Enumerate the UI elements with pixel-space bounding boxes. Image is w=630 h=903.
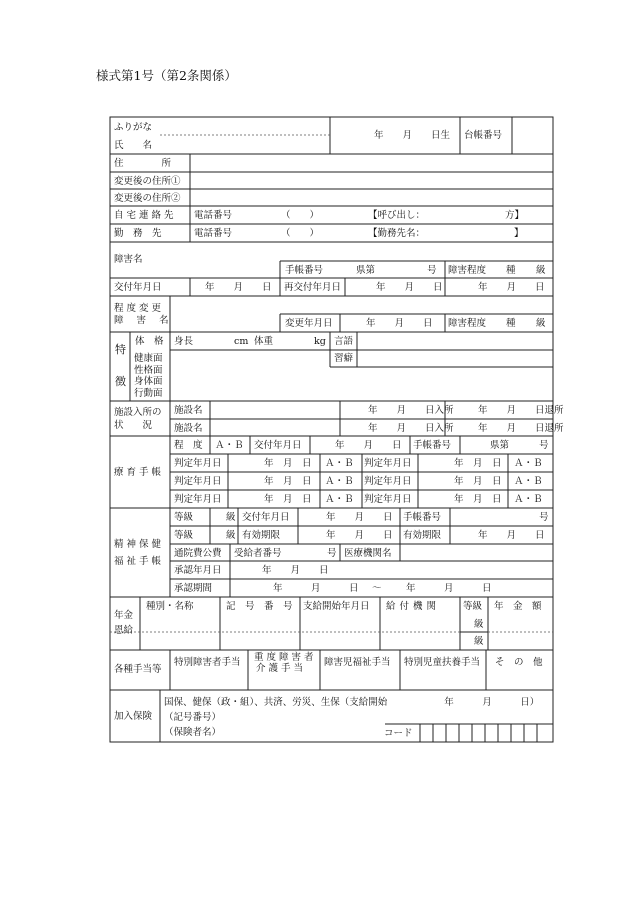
approval-period-from: 年 月 日 bbox=[273, 583, 359, 594]
issue-date-label: 交付年月日 bbox=[114, 282, 162, 293]
pension-col-grade: 等級 bbox=[463, 601, 483, 612]
facility-admit-1: 年 月 日入所 bbox=[368, 405, 454, 416]
habit-label: 習癖 bbox=[334, 353, 354, 364]
reissue-date-label: 再交付年月日 bbox=[284, 282, 342, 293]
pension-col-start: 支給開始年月日 bbox=[303, 601, 370, 612]
ryoiku-issue-value: 年 月 日 bbox=[335, 440, 402, 451]
seishin-techo-label: 手帳番号 bbox=[403, 512, 442, 523]
birthdate-label: 年 月 日生 bbox=[374, 130, 451, 141]
hantei-ab-3b: Ａ・Ｂ bbox=[514, 494, 543, 505]
issue-date-value: 年 月 日 bbox=[205, 282, 272, 293]
seishin-label-2: 福祉手帳 bbox=[114, 556, 165, 567]
techo-number-label: 手帳番号 bbox=[285, 265, 324, 276]
seishin-issue-value: 年 月 日 bbox=[326, 512, 393, 523]
ryoiku-go: 号 bbox=[539, 440, 549, 451]
form-title: 様式第1号（第2条関係） bbox=[96, 68, 237, 83]
physique-label: 体 格 bbox=[135, 336, 164, 347]
degree-shu: 種 bbox=[506, 265, 516, 276]
pension-kyu-2: 級 bbox=[474, 636, 484, 647]
reissue-date-value: 年 月 日 bbox=[376, 282, 443, 293]
facility-leave-2: 年 月 日退所 bbox=[478, 423, 564, 434]
ryoiku-issue-label: 交付年月日 bbox=[254, 440, 302, 451]
call-suffix: 方】 bbox=[505, 210, 525, 221]
language-label: 言語 bbox=[334, 336, 354, 347]
change-degree-label: 障害程度 bbox=[448, 318, 487, 329]
call-label: 【呼び出し： bbox=[368, 210, 426, 221]
hantei-label-1b: 判定年月日 bbox=[364, 458, 412, 469]
approval-period-label: 承認期間 bbox=[174, 583, 213, 594]
ledger-number-label: 台帳番号 bbox=[464, 130, 503, 141]
hantei-label-2b: 判定年月日 bbox=[364, 476, 412, 487]
hantei-label-2: 判定年月日 bbox=[174, 476, 222, 487]
allowance-severe-1: 重度障害者 bbox=[254, 652, 317, 663]
hantei-label-1: 判定年月日 bbox=[174, 458, 222, 469]
allowance-severe-2: 介護手当 bbox=[256, 663, 307, 674]
furigana-label: ふりがな bbox=[114, 122, 153, 133]
valid-label-2: 有効期限 bbox=[403, 530, 442, 541]
grade-label-1: 等級 bbox=[174, 512, 194, 523]
valid-value-1: 年 月 日 bbox=[326, 530, 393, 541]
allowance-label: 各種手当等 bbox=[114, 664, 162, 675]
hantei-value-1: 年 月 日 bbox=[264, 458, 312, 469]
features-label-1: 特 bbox=[115, 343, 126, 356]
aspects-label: 健康面 性格面 身体面 行動面 bbox=[134, 353, 163, 399]
pension-col-agency: 給付機関 bbox=[386, 601, 441, 612]
hantei-value-2: 年 月 日 bbox=[264, 476, 312, 487]
weight-label: 体重 bbox=[254, 336, 274, 347]
work-label: 勤 務 先 bbox=[114, 228, 162, 239]
recipient-number-label: 受給者番号 bbox=[234, 548, 282, 559]
hantei-ab-2b: Ａ・Ｂ bbox=[514, 476, 543, 487]
hospital-label: 医療機関名 bbox=[344, 548, 392, 559]
grade-kyu-1: 級 bbox=[226, 512, 236, 523]
degree-kyu: 級 bbox=[536, 265, 546, 276]
change-degree-shu: 種 bbox=[506, 318, 516, 329]
changed-address-1-label: 変更後の住所① bbox=[114, 176, 181, 187]
allowance-other: そ の 他 bbox=[495, 657, 543, 668]
hantei-ab-1b: Ａ・Ｂ bbox=[514, 458, 543, 469]
hantei-value-1b: 年 月 日 bbox=[454, 458, 502, 469]
valid-label-1: 有効期限 bbox=[242, 530, 281, 541]
grade-kyu-2: 級 bbox=[226, 530, 236, 541]
seishin-issue-label: 交付年月日 bbox=[242, 512, 290, 523]
ryoiku-techo-label: 手帳番号 bbox=[413, 440, 452, 451]
changed-address-2-label: 変更後の住所② bbox=[114, 193, 181, 204]
home-contact-label: 自宅連絡先 bbox=[114, 210, 177, 221]
facility-label-1: 施設入所の bbox=[114, 407, 162, 418]
hantei-ab-2: Ａ・Ｂ bbox=[325, 476, 354, 487]
seishin-label-1: 精神保健 bbox=[114, 539, 165, 550]
degree-label: 障害程度 bbox=[448, 265, 487, 276]
name-label: 氏 名 bbox=[114, 140, 153, 151]
insurance-line-2: （記号番号） bbox=[164, 712, 222, 723]
facility-label-2: 状 況 bbox=[114, 420, 153, 431]
change-label-2: 障害名 bbox=[114, 315, 182, 326]
ryoiku-label: 療育手帳 bbox=[114, 467, 165, 478]
workplace-suffix: 】 bbox=[514, 228, 524, 239]
facility-leave-1: 年 月 日退所 bbox=[478, 405, 564, 416]
pension-label-2: 恩給 bbox=[114, 625, 134, 636]
approval-date-label: 承認年月日 bbox=[174, 565, 222, 576]
insurance-line-3: （保険者名） bbox=[164, 727, 222, 738]
approval-period-sep: ～ bbox=[372, 583, 382, 594]
pension-col-type: 種別・名称 bbox=[146, 601, 194, 612]
features-label-2: 徴 bbox=[115, 375, 126, 388]
home-tel-label: 電話番号 bbox=[194, 210, 233, 221]
change-date-label: 変更年月日 bbox=[285, 318, 333, 329]
change-degree-kyu: 級 bbox=[536, 318, 546, 329]
hantei-value-3b: 年 月 日 bbox=[454, 494, 502, 505]
home-tel-paren: （ ） bbox=[281, 210, 320, 221]
hantei-value-2b: 年 月 日 bbox=[454, 476, 502, 487]
pref-label: 県第 bbox=[356, 265, 376, 276]
facility-name-label-2: 施設名 bbox=[174, 423, 203, 434]
hantei-label-3b: 判定年月日 bbox=[364, 494, 412, 505]
change-label-1: 程度変更 bbox=[114, 303, 165, 314]
facility-admit-2: 年 月 日入所 bbox=[368, 423, 454, 434]
ryoiku-pref-label: 県第 bbox=[490, 440, 510, 451]
allowance-child-support: 特別児童扶養手当 bbox=[404, 657, 481, 668]
allowance-special: 特別障害者手当 bbox=[174, 657, 241, 668]
hantei-label-3: 判定年月日 bbox=[174, 494, 222, 505]
hantei-ab-1: Ａ・Ｂ bbox=[325, 458, 354, 469]
allowance-child-welfare: 障害児福祉手当 bbox=[324, 657, 391, 668]
pension-col-amount: 年 金 額 bbox=[494, 601, 542, 612]
work-tel-label: 電話番号 bbox=[194, 228, 233, 239]
workplace-label: 【勤務先名： bbox=[368, 228, 426, 239]
grade-label-2: 等級 bbox=[174, 530, 194, 541]
extra-date-value: 年 月 日 bbox=[478, 282, 545, 293]
work-tel-paren: （ ） bbox=[281, 228, 320, 239]
weight-unit: kg bbox=[314, 336, 326, 347]
height-unit: cm bbox=[234, 336, 249, 347]
approval-period-to: 年 月 日 bbox=[406, 583, 492, 594]
hantei-ab-3: Ａ・Ｂ bbox=[325, 494, 354, 505]
hantei-value-3: 年 月 日 bbox=[264, 494, 312, 505]
valid-value-2: 年 月 日 bbox=[478, 530, 545, 541]
ryoiku-degree-label: 程 度 bbox=[174, 440, 203, 451]
change-date-value: 年 月 日 bbox=[366, 318, 433, 329]
recipient-go: 号 bbox=[327, 548, 337, 559]
approval-date-value: 年 月 日 bbox=[262, 565, 329, 576]
height-label: 身長 bbox=[174, 336, 194, 347]
insurance-line-1: 国保、健保（政・組）、共済、労災、生保（支給開始 年 月 日） bbox=[164, 697, 540, 708]
pension-kyu-1: 級 bbox=[474, 619, 484, 630]
go-label: 号 bbox=[427, 265, 437, 276]
ryoiku-ab: Ａ・Ｂ bbox=[215, 440, 244, 451]
disability-name-label: 障害名 bbox=[114, 254, 143, 265]
pension-col-number: 記 号 番 号 bbox=[226, 601, 293, 612]
seishin-go: 号 bbox=[539, 512, 549, 523]
pension-label-1: 年金 bbox=[114, 610, 134, 621]
tsuin-label: 通院費公費 bbox=[174, 548, 222, 559]
insurance-code-label: コード bbox=[384, 728, 413, 739]
insurance-label: 加入保険 bbox=[114, 711, 153, 722]
address-label: 住 所 bbox=[114, 158, 172, 169]
facility-name-label-1: 施設名 bbox=[174, 405, 203, 416]
